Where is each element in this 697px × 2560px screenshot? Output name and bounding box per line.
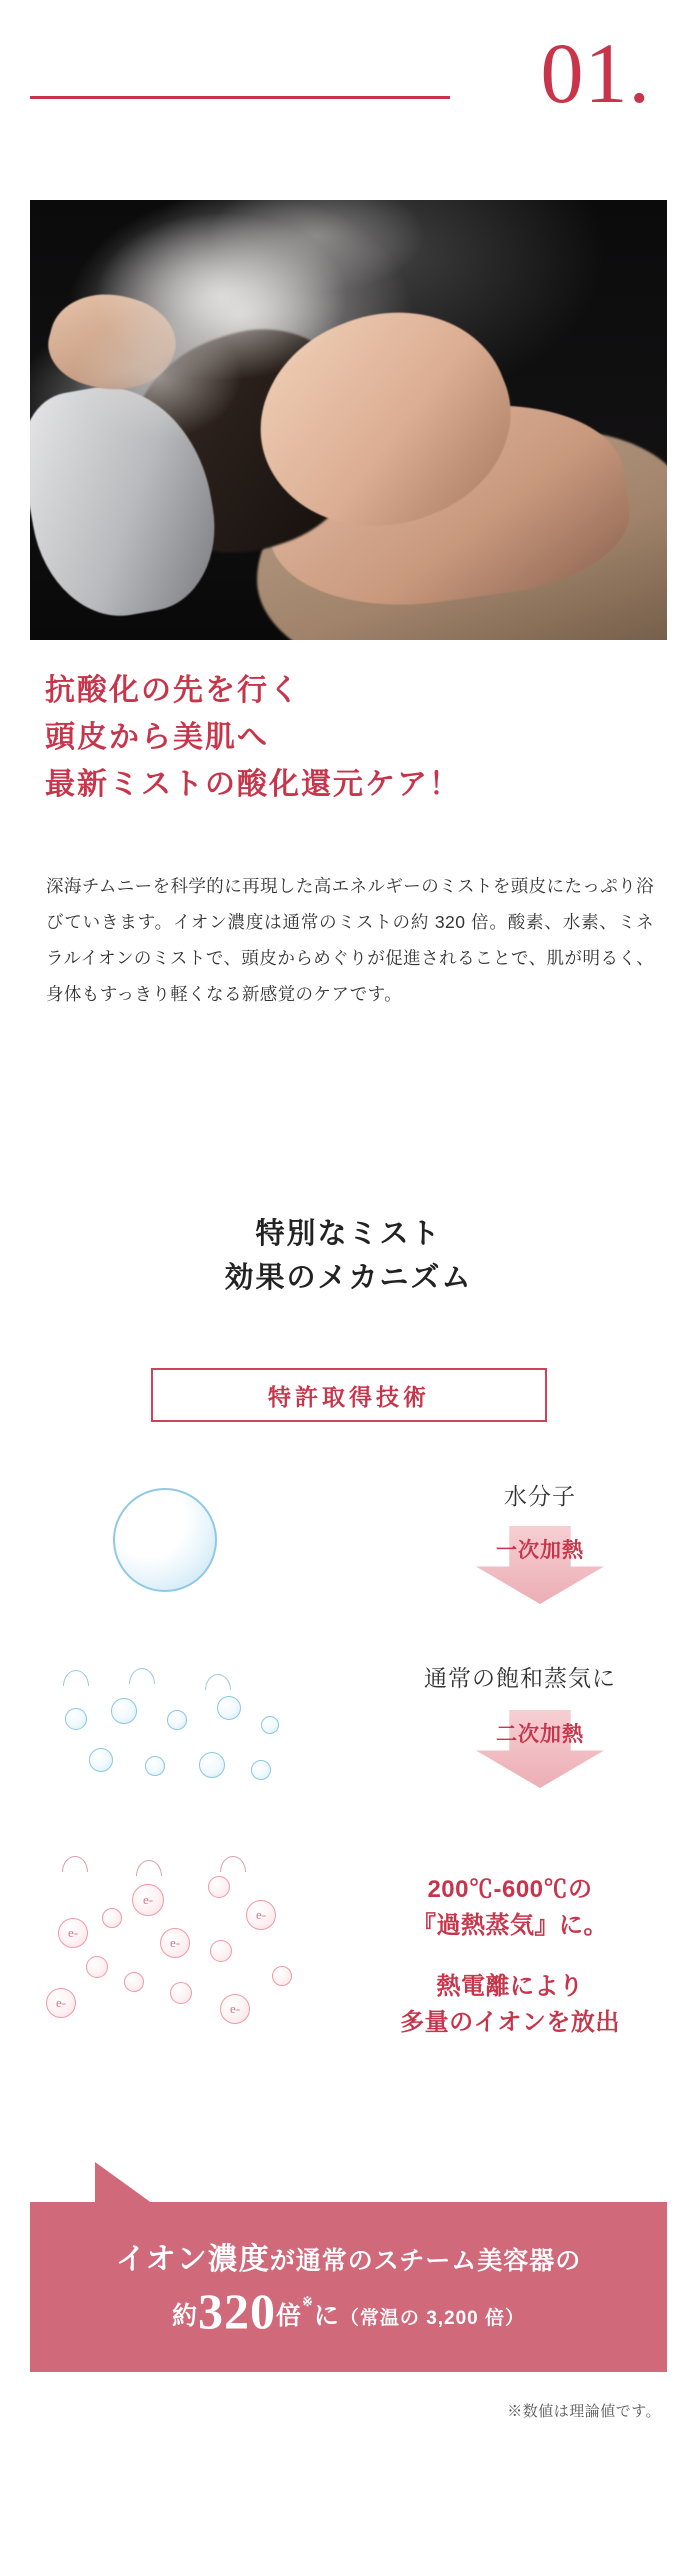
mechanism-result-text (345, 1872, 675, 2042)
patent-badge (151, 1368, 547, 1422)
steam-bubble-icon (111, 1698, 137, 1724)
ion-particle (210, 1940, 232, 1962)
patent-badge-label: 特許取得技術 (268, 1383, 430, 1410)
callout-banner (30, 2202, 667, 2372)
steam-bubble-icon (145, 1756, 165, 1776)
callout-asterisk: ※ (302, 2294, 314, 2309)
callout-approx: 約 (171, 2302, 198, 2330)
callout-tail (95, 2162, 153, 2204)
mechanism-title-line-2: 効果のメカニズム (224, 1262, 473, 1295)
ion-particle (46, 1988, 76, 2018)
section-number-header (0, 22, 697, 132)
ion-squiggle-icon (136, 1860, 162, 1876)
mechanism-title (0, 1212, 697, 1300)
section-rule (30, 96, 450, 99)
callout-line1-rest: が通常のスチーム美容器の (269, 2247, 582, 2275)
ion-particle (132, 1884, 164, 1916)
arrow2-label: 二次加熱 (496, 1723, 584, 1746)
steam-bubble-icon (251, 1760, 271, 1780)
ion-label: e- (255, 1907, 267, 1922)
ion-particle (58, 1918, 88, 1948)
result-spacer (345, 1945, 675, 1969)
water-molecule-bubble-icon (113, 1488, 217, 1592)
ion-label: e- (169, 1935, 181, 1950)
ion-particle (170, 1982, 192, 2004)
steam-bubble-icon (217, 1696, 241, 1720)
ion-label: e- (229, 2001, 241, 2016)
ion-squiggle-icon (220, 1856, 246, 1872)
footnote: ※数値は理論値です。 (507, 2403, 661, 2420)
ion-cluster (40, 1856, 340, 2046)
ion-particle (86, 1956, 108, 1978)
ion-label: e- (55, 1995, 67, 2010)
ion-particle (102, 1908, 122, 1928)
headline-line-3: 最新ミストの酸化還元ケア！ (45, 767, 461, 801)
ion-particle (124, 1972, 144, 1992)
steam-squiggle-icon (205, 1674, 231, 1690)
ion-label: e- (142, 1892, 154, 1907)
ion-particle (160, 1928, 190, 1958)
callout-unit: 倍 (275, 2302, 302, 2330)
steam-squiggle-icon (63, 1670, 89, 1686)
steam-bubble-icon (167, 1710, 187, 1730)
callout-paren-note: （常温の 3,200 倍） (339, 2308, 526, 2329)
body-paragraph: 深海チムニーを科学的に再現した高エネルギーのミストを頭皮にたっぷり浴びていきます。イオン濃度は通常のミストの約 320 倍。酸素、水素、ミネラルイオンのミストで、頭皮からめぐりが促進されることで、肌が明るく、身体もすっきり軽くなる新感覚のケアです。 (46, 876, 654, 1005)
steam-bubble-icon (89, 1748, 113, 1772)
steam-bubble-icon (261, 1716, 279, 1734)
arrow1-label: 一次加熱 (496, 1539, 584, 1562)
result-line-3: 熱電離により (436, 1972, 584, 2000)
ion-label: e- (67, 1925, 79, 1940)
steam-bubble-icon (199, 1752, 225, 1778)
section-number: 01. (540, 25, 651, 121)
ion-particle (220, 1994, 250, 2024)
ion-particle (208, 1876, 230, 1898)
ion-squiggle-icon (62, 1856, 88, 1872)
result-line-4: 多量のイオンを放出 (400, 2009, 620, 2037)
callout-line1-emphasis: イオン濃度 (115, 2243, 270, 2276)
mechanism-title-line-1: 特別なミスト (255, 1218, 442, 1250)
result-line-2: 『過熱蒸気』に。 (412, 1912, 608, 1940)
steam-bubble-icon (65, 1708, 87, 1730)
step1-label: 水分子 (504, 1483, 576, 1509)
headline-line-2: 頭皮から美肌へ (45, 720, 269, 754)
result-line-1: 200℃-600℃の (427, 1876, 593, 1903)
headline (45, 668, 665, 808)
steam-squiggle-icon (129, 1668, 155, 1684)
callout-line-1 (30, 2234, 667, 2278)
headline-line-1: 抗酸化の先を行く (45, 674, 301, 707)
ion-particle (246, 1900, 276, 1930)
steam-bubbles-cluster (55, 1668, 305, 1798)
callout-line-2 (30, 2282, 667, 2340)
callout-number: 320 (197, 2283, 276, 2339)
hero-photo (30, 200, 667, 640)
callout-ni: に (313, 2302, 340, 2330)
step2-label: 通常の飽和蒸気に (424, 1665, 616, 1691)
ion-particle (272, 1966, 292, 1986)
